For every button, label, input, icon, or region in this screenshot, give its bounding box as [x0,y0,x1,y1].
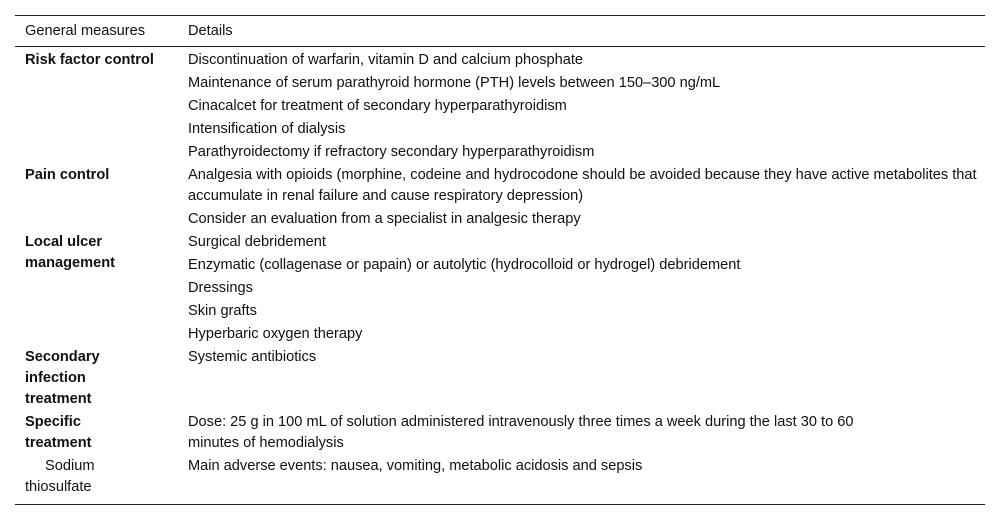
detail-item: Analgesia with opioids (morphine, codeine and hydrocodone should be avoided because they have active metabolites that accumulate in renal failure and cause respiratory depression) [188,167,977,204]
detail-item: Hyperbaric oxygen therapy [188,326,363,342]
top-rule [15,15,985,16]
header-details: Details [188,23,233,39]
header-general-measures: General measures [25,23,146,39]
measure-risk-factor-control: Risk factor control [25,52,154,68]
detail-item: Intensification of dialysis [188,121,346,137]
detail-item: Dose: 25 g in 100 mL of solution administered intravenously three times a week during the last 30 to 60 minutes of hemodialysis [188,414,854,451]
measure-local-ulcer-management: Local ulcer management [25,234,116,271]
detail-item: Enzymatic (collagenase or papain) or autolytic (hydrocolloid or hydrogel) debridement [188,257,741,273]
measure-specific-treatment: Specific treatment [25,414,92,451]
detail-item: Parathyroidectomy if refractory secondary hyperparathyroidism [188,144,595,160]
detail-item: Discontinuation of warfarin, vitamin D and calcium phosphate [188,52,584,68]
measure-pain-control: Pain control [25,167,110,183]
detail-item: Dressings [188,280,253,296]
detail-item: Systemic antibiotics [188,349,317,365]
detail-item: Skin grafts [188,303,257,319]
sub-measure-sodium-thiosulfate: Sodium thiosulfate [25,458,95,495]
bottom-rule [15,504,985,505]
detail-item: Cinacalcet for treatment of secondary hyperparathyroidism [188,98,567,114]
detail-item: Surgical debridement [188,234,326,250]
detail-item: Maintenance of serum parathyroid hormone (PTH) levels between 150–300 ng/mL [188,75,721,91]
detail-item: Consider an evaluation from a specialist in analgesic therapy [188,211,581,227]
measure-secondary-infection-treatment: Secondary infection treatment [25,349,100,407]
header-rule [15,46,985,47]
detail-item: Main adverse events: nausea, vomiting, metabolic acidosis and sepsis [188,458,643,474]
